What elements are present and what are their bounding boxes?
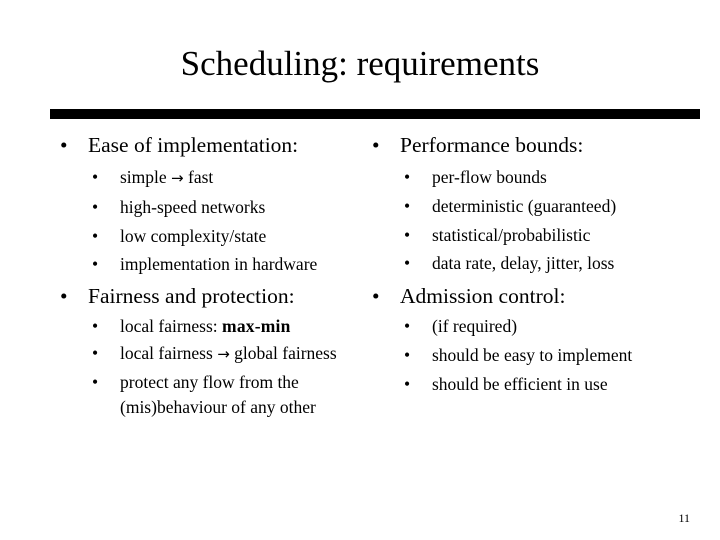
list-item (92, 250, 317, 279)
bullet: • (404, 253, 411, 274)
bullet: • (404, 167, 411, 187)
item-text: statistical/probabilistic (432, 224, 591, 245)
heading-text: Admission control: (400, 284, 566, 308)
bullet: • (404, 373, 411, 394)
admission-control-list (404, 312, 632, 398)
bullet: • (372, 133, 380, 157)
list-item (92, 341, 352, 367)
item-text: local fairness: (120, 316, 223, 336)
right-arrow-icon: → (171, 169, 184, 187)
list-item (404, 249, 616, 278)
bullet: • (92, 196, 99, 217)
item-text: fast (188, 167, 214, 187)
bullet: • (60, 284, 68, 308)
bullet: • (92, 342, 99, 363)
list-item (92, 370, 352, 419)
section-heading-fairness-and-protection (60, 282, 295, 310)
ease-of-implementation-list (92, 163, 317, 279)
item-text: local fairness (120, 342, 213, 363)
bullet: • (60, 133, 68, 157)
performance-bounds-list (404, 163, 616, 278)
max-min-term: max-min (222, 316, 291, 336)
fairness-and-protection-list (92, 312, 352, 424)
title-divider (50, 109, 700, 119)
list-item (404, 192, 616, 221)
item-text: high-speed networks (120, 196, 266, 217)
bullet: • (404, 316, 411, 336)
item-text: should be efficient in use (432, 373, 608, 394)
heading-text: Fairness and protection: (88, 284, 295, 308)
item-text: should be easy to implement (432, 344, 633, 365)
bullet: • (92, 254, 99, 275)
bullet: • (404, 344, 411, 365)
slide-title: Scheduling: requirements (180, 44, 540, 83)
list-item (404, 370, 632, 399)
item-text: global fairness (234, 342, 337, 363)
item-text: implementation in hardware (120, 254, 318, 275)
heading-text: Ease of implementation: (88, 133, 299, 157)
bullet: • (404, 195, 411, 216)
bullet: • (372, 284, 380, 308)
item-text: simple (120, 167, 167, 187)
list-item (404, 341, 632, 370)
list-item (404, 221, 616, 250)
bullet: • (92, 167, 99, 187)
list-item (404, 163, 616, 192)
section-heading-admission-control (372, 282, 565, 310)
list-item (92, 312, 352, 341)
item-text: protect any flow from the (mis)behaviour of any other (120, 372, 316, 417)
bullet: • (92, 372, 99, 393)
bullet: • (404, 224, 411, 245)
list-item (92, 193, 317, 222)
page-number: 11 (678, 511, 690, 525)
item-text: deterministic (guaranteed) (432, 195, 617, 216)
item-text: data rate, delay, jitter, loss (432, 253, 615, 274)
list-item (92, 163, 317, 193)
list-item (92, 222, 317, 251)
section-heading-performance-bounds (372, 131, 583, 159)
heading-text: Performance bounds: (400, 133, 584, 157)
item-text: low complexity/state (120, 225, 267, 246)
section-heading-ease-of-implementation (60, 131, 298, 159)
item-text: per-flow bounds (432, 167, 547, 187)
right-arrow-icon: → (217, 344, 230, 363)
bullet: • (92, 225, 99, 246)
item-text: (if required) (432, 316, 518, 336)
bullet: • (92, 316, 99, 336)
list-item (404, 312, 632, 341)
